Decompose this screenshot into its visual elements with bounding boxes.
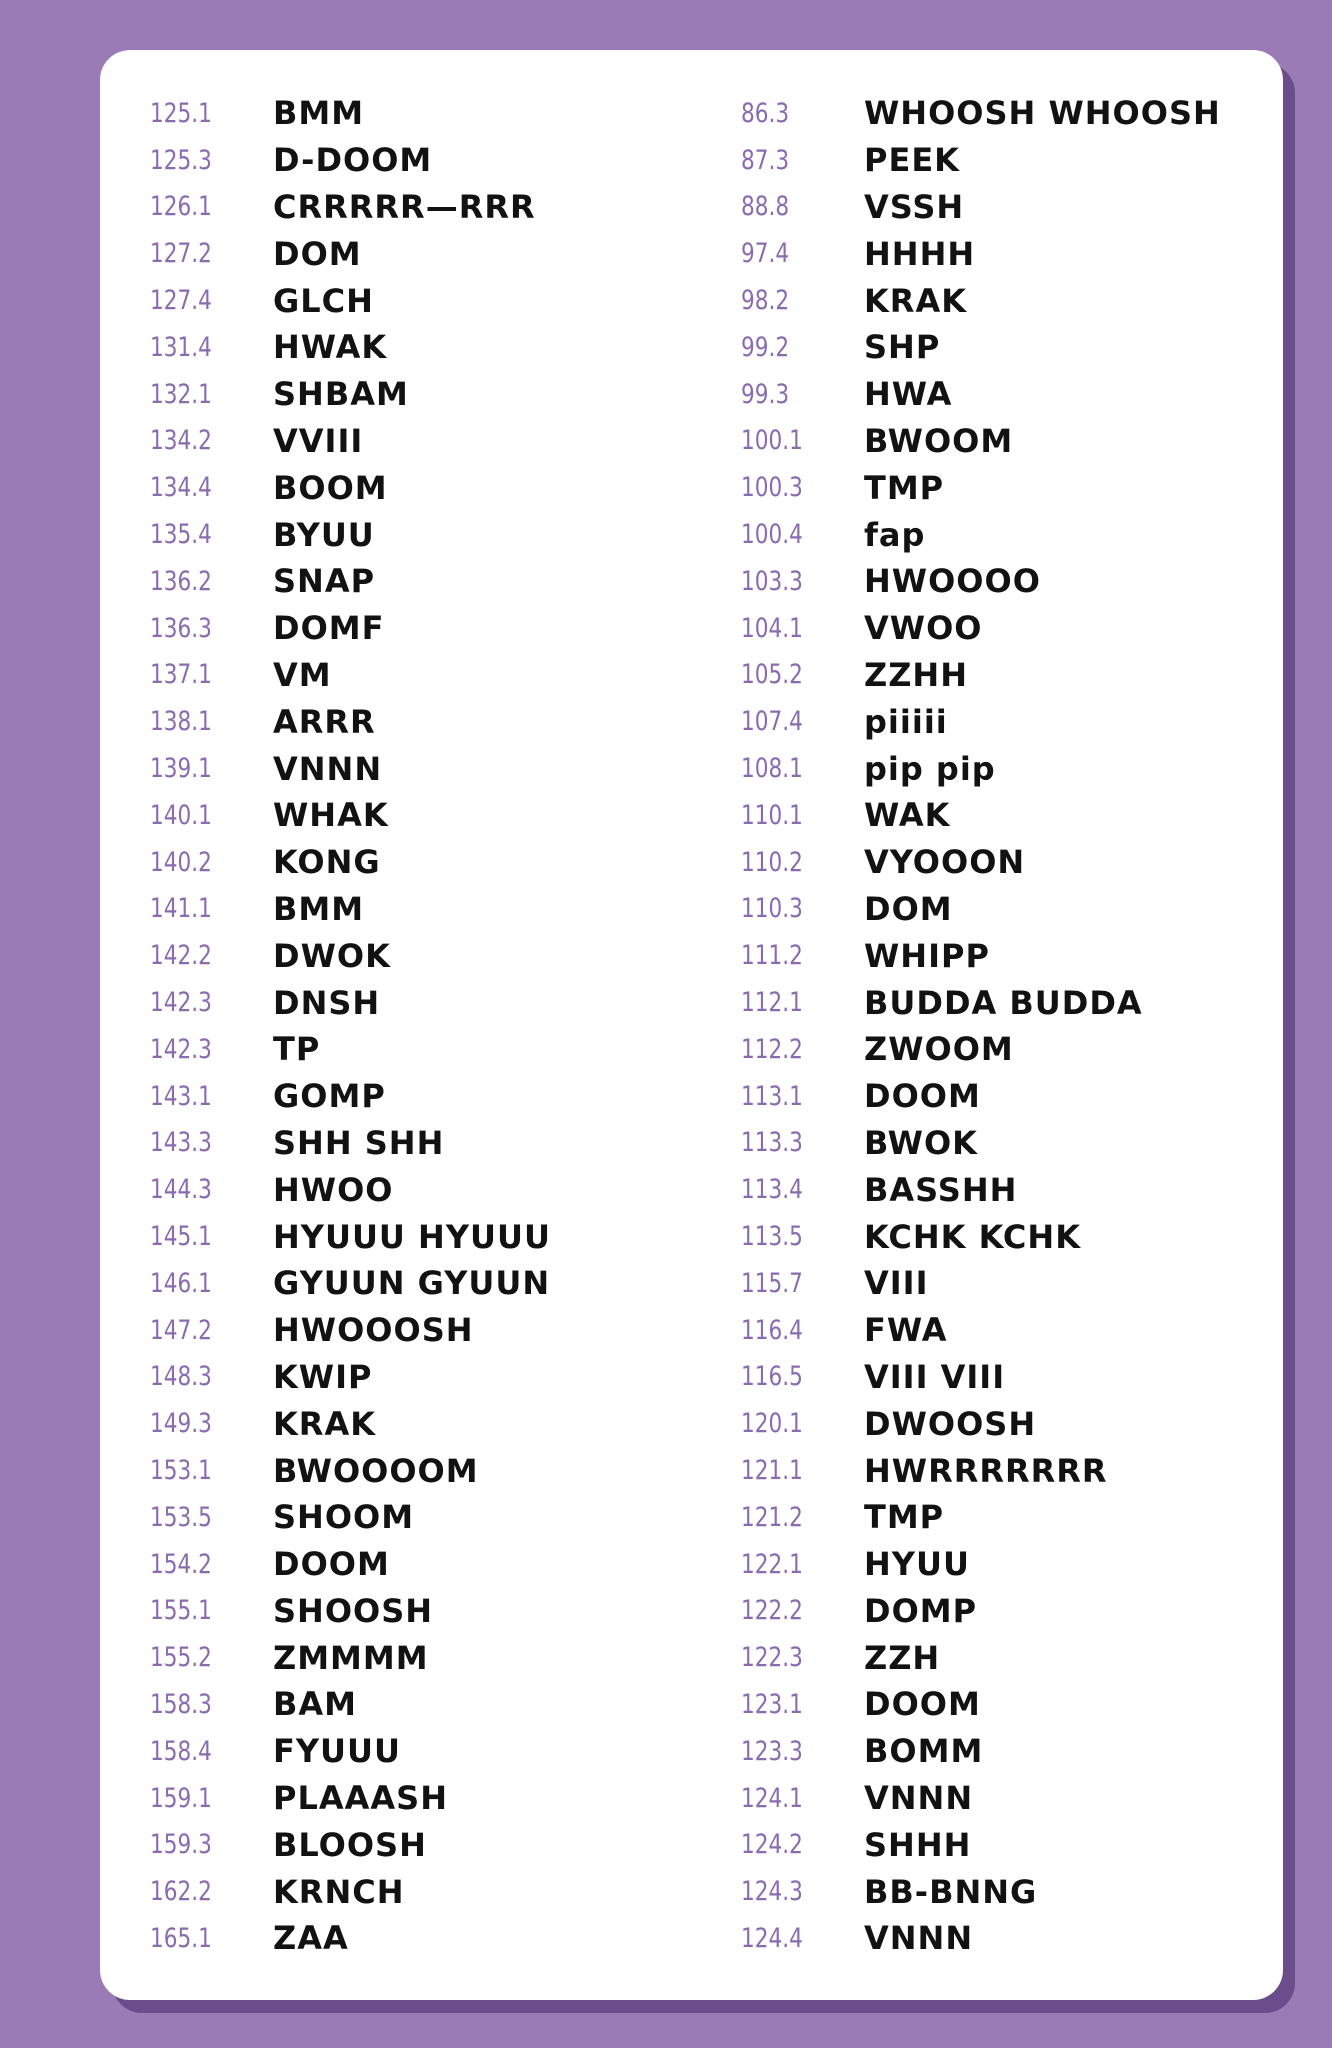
page-panel-number: 165.1	[150, 1922, 212, 1954]
page-panel-number: 108.1	[741, 753, 803, 785]
page-panel-number: 149.3	[150, 1408, 212, 1440]
page-panel-number: 103.3	[741, 565, 803, 597]
sound-effect-text: DOOM	[273, 1545, 390, 1584]
sfx-entry	[741, 1213, 1221, 1260]
sfx-entry	[741, 1728, 1221, 1775]
page-panel-number: 159.1	[150, 1782, 212, 1814]
sfx-entry	[741, 698, 1221, 745]
page-panel-number: 86.3	[741, 97, 790, 129]
page-panel-number: 158.4	[150, 1735, 212, 1767]
sfx-entry	[150, 371, 551, 418]
page-panel-number: 113.5	[741, 1221, 803, 1253]
sfx-entry	[741, 932, 1221, 979]
page-panel-number: 111.2	[741, 940, 803, 972]
page-panel-number: 153.1	[150, 1455, 212, 1486]
page-panel-number: 122.1	[741, 1548, 803, 1580]
sfx-entry	[741, 1634, 1221, 1681]
sfx-entry	[150, 745, 551, 792]
sound-effect-text: FYUUU	[273, 1732, 401, 1771]
sound-effect-text: SHHH	[864, 1825, 972, 1864]
sfx-entry	[741, 137, 1221, 184]
page-panel-number: 154.2	[150, 1548, 212, 1580]
page-panel-number: 143.1	[150, 1080, 212, 1112]
page-panel-number: 134.4	[150, 472, 212, 504]
sfx-entry	[150, 1775, 551, 1822]
sound-effect-text: VNNN	[864, 1919, 974, 1958]
sound-effect-text: SNAP	[273, 562, 376, 601]
sfx-entry	[741, 979, 1221, 1026]
sound-effect-text: ARRR	[273, 702, 376, 741]
sound-effect-text: fap	[864, 515, 926, 554]
sfx-entry	[741, 1400, 1221, 1447]
sfx-entry	[150, 1821, 551, 1868]
sound-effect-text: SHH SHH	[273, 1123, 445, 1162]
sfx-entry	[741, 839, 1221, 886]
sfx-entry	[741, 418, 1221, 465]
sfx-entry	[741, 371, 1221, 418]
sound-effect-text: BAM	[273, 1685, 357, 1724]
sound-effect-text: HYUU	[864, 1545, 970, 1584]
sound-effect-text: VVIII	[273, 421, 364, 460]
page-panel-number: 153.5	[150, 1501, 212, 1533]
page-panel-number: 99.3	[741, 378, 790, 410]
sfx-entry	[150, 464, 551, 511]
sfx-entry	[150, 1915, 551, 1962]
page-panel-number: 127.4	[150, 285, 212, 317]
sound-effect-text: VSSH	[864, 187, 965, 226]
sound-effect-text: WHAK	[273, 796, 389, 835]
sfx-entry	[741, 1120, 1221, 1167]
sound-effect-text: SHP	[864, 328, 941, 367]
sfx-entry	[741, 886, 1221, 933]
sfx-entry	[150, 1166, 551, 1213]
page-panel-number: 127.2	[150, 238, 212, 270]
sfx-entry	[741, 1026, 1221, 1073]
sfx-entry	[741, 1541, 1221, 1588]
page-panel-number: 138.1	[150, 706, 212, 738]
sound-effect-text: DOM	[273, 234, 362, 273]
sound-effect-text: SHOOSH	[273, 1591, 434, 1630]
page-panel-number: 125.3	[150, 144, 212, 176]
page-panel-number: 124.4	[741, 1922, 803, 1954]
page-panel-number: 100.3	[741, 472, 803, 504]
sfx-entry	[150, 698, 551, 745]
page-panel-number: 125.1	[150, 97, 212, 129]
sound-effect-text: HWOOOO	[864, 562, 1041, 601]
page-panel-number: 110.3	[741, 893, 803, 925]
page-panel-number: 122.2	[741, 1595, 803, 1627]
sfx-entry	[150, 184, 551, 231]
sfx-entry	[150, 932, 551, 979]
sfx-entry	[150, 1354, 551, 1401]
page-panel-number: 134.2	[150, 425, 212, 457]
sound-effect-text: BOOM	[273, 468, 388, 507]
sound-effect-text: D-DOOM	[273, 141, 433, 180]
sfx-entry	[741, 1588, 1221, 1635]
page-panel-number: 123.1	[741, 1688, 803, 1720]
sound-effect-text: KRAK	[273, 1404, 376, 1443]
sfx-entry	[150, 1494, 551, 1541]
page-panel-number: 112.1	[741, 987, 803, 1019]
sfx-entry	[741, 1775, 1221, 1822]
sfx-entry	[741, 230, 1221, 277]
page-panel-number: 141.1	[150, 893, 212, 925]
sfx-entry	[741, 1447, 1221, 1494]
sound-effect-text: TP	[273, 1030, 321, 1069]
sfx-entry	[741, 324, 1221, 371]
page-panel-number: 88.8	[741, 191, 790, 223]
page-panel-number: 113.4	[741, 1174, 803, 1206]
sfx-entry	[741, 277, 1221, 324]
page-panel-number: 100.4	[741, 519, 803, 551]
page-panel-number: 110.2	[741, 846, 803, 878]
page-panel-number: 97.4	[741, 238, 790, 270]
sound-effect-text: BWOOOOM	[273, 1451, 479, 1490]
sound-effect-text: TMP	[864, 1498, 945, 1537]
sound-effect-text: KRNCH	[273, 1872, 405, 1911]
sound-effect-text: pip pip	[864, 749, 996, 788]
sound-effect-text: PEEK	[864, 141, 960, 180]
sfx-entry	[150, 324, 551, 371]
sfx-column-left	[150, 90, 551, 1962]
sfx-entry	[150, 230, 551, 277]
sfx-entry	[741, 184, 1221, 231]
page-panel-number: 142.3	[150, 1033, 212, 1065]
sound-effect-text: BMM	[273, 94, 365, 133]
sfx-entry	[150, 1307, 551, 1354]
sfx-entry	[150, 137, 551, 184]
sound-effect-text: SHBAM	[273, 375, 409, 414]
sound-effect-text: BLOOSH	[273, 1825, 427, 1864]
sfx-entry	[150, 511, 551, 558]
sound-effect-text: HWOO	[273, 1170, 394, 1209]
sfx-entry	[741, 558, 1221, 605]
page-panel-number: 116.5	[741, 1361, 803, 1393]
page-panel-number: 126.1	[150, 191, 212, 223]
page-panel-number: 120.1	[741, 1408, 803, 1440]
sound-effect-text: ZZHH	[864, 655, 968, 694]
sfx-entry	[150, 1681, 551, 1728]
page-panel-number: 142.3	[150, 987, 212, 1019]
sound-effect-text: DOOM	[864, 1077, 981, 1116]
sfx-entry	[741, 1868, 1221, 1915]
sound-effect-text: VNNN	[864, 1779, 974, 1818]
page-panel-number: 155.2	[150, 1642, 212, 1674]
sound-effect-text: BMM	[273, 889, 365, 928]
sound-effect-text: ZZH	[864, 1638, 941, 1677]
sfx-entry	[150, 1728, 551, 1775]
sound-effect-text: ZWOOM	[864, 1030, 1014, 1069]
page-panel-number: 100.1	[741, 425, 803, 457]
sound-effect-text: HYUUU HYUUU	[273, 1217, 551, 1256]
sound-effect-text: ZMMMM	[273, 1638, 429, 1677]
sfx-entry	[150, 418, 551, 465]
page-panel-number: 110.1	[741, 799, 803, 831]
sfx-entry	[150, 839, 551, 886]
sfx-entry	[150, 90, 551, 137]
sound-effect-text: KWIP	[273, 1357, 373, 1396]
page-panel-number: 98.2	[741, 285, 790, 317]
sfx-entry	[741, 792, 1221, 839]
page-panel-number: 136.2	[150, 565, 212, 597]
sound-effect-text: DOOM	[864, 1685, 981, 1724]
sound-effect-text: VNNN	[273, 749, 383, 788]
sfx-entry	[150, 1447, 551, 1494]
sfx-entry	[150, 979, 551, 1026]
sound-effect-text: HWRRRRRRR	[864, 1451, 1108, 1490]
page-panel-number: 112.2	[741, 1033, 803, 1065]
page-panel-number: 121.1	[741, 1455, 803, 1486]
sfx-entry	[150, 1073, 551, 1120]
sfx-entry	[150, 1400, 551, 1447]
page-panel-number: 122.3	[741, 1642, 803, 1674]
page-panel-number: 87.3	[741, 144, 790, 176]
page-panel-number: 158.3	[150, 1688, 212, 1720]
sfx-entry	[150, 886, 551, 933]
sound-effect-text: HWOOOSH	[273, 1311, 474, 1350]
page-panel-number: 140.2	[150, 846, 212, 878]
sfx-column-right	[741, 90, 1221, 1962]
page-panel-number: 155.1	[150, 1595, 212, 1627]
sfx-entry	[741, 1354, 1221, 1401]
page-panel-number: 147.2	[150, 1314, 212, 1346]
sound-effect-text: GYUUN GYUUN	[273, 1264, 551, 1303]
sound-effect-text: ZAA	[273, 1919, 349, 1958]
sfx-entry	[150, 1260, 551, 1307]
sound-effect-text: KCHK KCHK	[864, 1217, 1081, 1256]
page-panel-number: 159.3	[150, 1829, 212, 1861]
sound-effect-text: BWOK	[864, 1123, 978, 1162]
sfx-entry	[741, 1821, 1221, 1868]
sound-effect-text: VWOO	[864, 609, 983, 648]
sound-effect-text: KONG	[273, 843, 381, 882]
sound-effect-text: DOM	[864, 889, 953, 928]
sound-effect-text: BYUU	[273, 515, 375, 554]
sound-effect-text: DNSH	[273, 983, 381, 1022]
sfx-entry	[741, 90, 1221, 137]
sfx-entry	[150, 1868, 551, 1915]
page-panel-number: 116.4	[741, 1314, 803, 1346]
sound-effect-text: GLCH	[273, 281, 374, 320]
sound-effect-text: BOMM	[864, 1732, 984, 1771]
sound-effect-text: PLAAASH	[273, 1779, 448, 1818]
page-panel-number: 137.1	[150, 659, 212, 691]
page-panel-number: 124.2	[741, 1829, 803, 1861]
page-panel-number: 140.1	[150, 799, 212, 831]
sfx-entry	[741, 745, 1221, 792]
sfx-entry	[150, 1213, 551, 1260]
sound-effect-text: VIII	[864, 1264, 929, 1303]
sound-effect-text: piiiii	[864, 702, 948, 741]
page-panel-number: 115.7	[741, 1267, 803, 1299]
sfx-entry	[150, 652, 551, 699]
sfx-entry	[150, 1541, 551, 1588]
sound-effect-text: DOMP	[864, 1591, 978, 1630]
page-panel-number: 132.1	[150, 378, 212, 410]
sfx-entry	[741, 1073, 1221, 1120]
sound-effect-text: CRRRRR—RRR	[273, 187, 536, 226]
page-panel-number: 136.3	[150, 612, 212, 644]
sfx-entry	[741, 464, 1221, 511]
sfx-entry	[741, 1494, 1221, 1541]
page-panel-number: 142.2	[150, 940, 212, 972]
sfx-entry	[150, 558, 551, 605]
page-panel-number: 124.1	[741, 1782, 803, 1814]
sound-effect-text: KRAK	[864, 281, 967, 320]
sfx-entry	[150, 605, 551, 652]
sfx-entry	[741, 605, 1221, 652]
sound-effect-text: DWOOSH	[864, 1404, 1037, 1443]
sound-effect-text: HWA	[864, 375, 953, 414]
page-panel-number: 99.2	[741, 331, 790, 363]
sound-effect-text: WHIPP	[864, 936, 990, 975]
sound-effect-text: GOMP	[273, 1077, 386, 1116]
sound-effect-text: VIII VIII	[864, 1357, 1006, 1396]
sfx-entry	[150, 792, 551, 839]
sound-effect-text: DWOK	[273, 936, 391, 975]
sfx-entry	[150, 277, 551, 324]
page-panel-number: 144.3	[150, 1174, 212, 1206]
sound-effect-text: FWA	[864, 1311, 948, 1350]
sfx-entry	[741, 511, 1221, 558]
sfx-entry	[150, 1634, 551, 1681]
page-panel-number: 107.4	[741, 706, 803, 738]
page-panel-number: 135.4	[150, 519, 212, 551]
sound-effect-text: BB-BNNG	[864, 1872, 1038, 1911]
sound-effect-text: WHOOSH WHOOSH	[864, 94, 1221, 133]
page-panel-number: 105.2	[741, 659, 803, 691]
page-panel-number: 123.3	[741, 1735, 803, 1767]
sound-effect-text: VYOOON	[864, 843, 1026, 882]
sound-effect-text: DOMF	[273, 609, 385, 648]
sound-effect-text: BASSHH	[864, 1170, 1018, 1209]
sfx-entry	[741, 652, 1221, 699]
sound-effect-text: HWAK	[273, 328, 388, 367]
page-panel-number: 139.1	[150, 753, 212, 785]
sound-effect-text: TMP	[864, 468, 945, 507]
sound-effect-text: BUDDA BUDDA	[864, 983, 1143, 1022]
sfx-entry	[741, 1307, 1221, 1354]
sfx-entry	[150, 1026, 551, 1073]
page-panel-number: 121.2	[741, 1501, 803, 1533]
page-panel-number: 148.3	[150, 1361, 212, 1393]
page-panel-number: 124.3	[741, 1876, 803, 1908]
page-panel-number: 113.1	[741, 1080, 803, 1112]
page-panel-number: 146.1	[150, 1267, 212, 1299]
page-panel-number: 162.2	[150, 1876, 212, 1908]
page-panel-number: 104.1	[741, 612, 803, 644]
sfx-entry	[150, 1120, 551, 1167]
page-panel-number: 145.1	[150, 1221, 212, 1253]
sound-effect-text: WAK	[864, 796, 951, 835]
sfx-glossary-card	[100, 50, 1283, 2000]
sfx-entry	[150, 1588, 551, 1635]
page-panel-number: 143.3	[150, 1127, 212, 1159]
sound-effect-text: SHOOM	[273, 1498, 415, 1537]
sfx-entry	[741, 1166, 1221, 1213]
sound-effect-text: VM	[273, 655, 332, 694]
page-panel-number: 131.4	[150, 331, 212, 363]
sfx-entry	[741, 1681, 1221, 1728]
sound-effect-text: HHHH	[864, 234, 976, 273]
page-panel-number: 113.3	[741, 1127, 803, 1159]
sound-effect-text: BWOOM	[864, 421, 1014, 460]
sfx-entry	[741, 1915, 1221, 1962]
sfx-entry	[741, 1260, 1221, 1307]
